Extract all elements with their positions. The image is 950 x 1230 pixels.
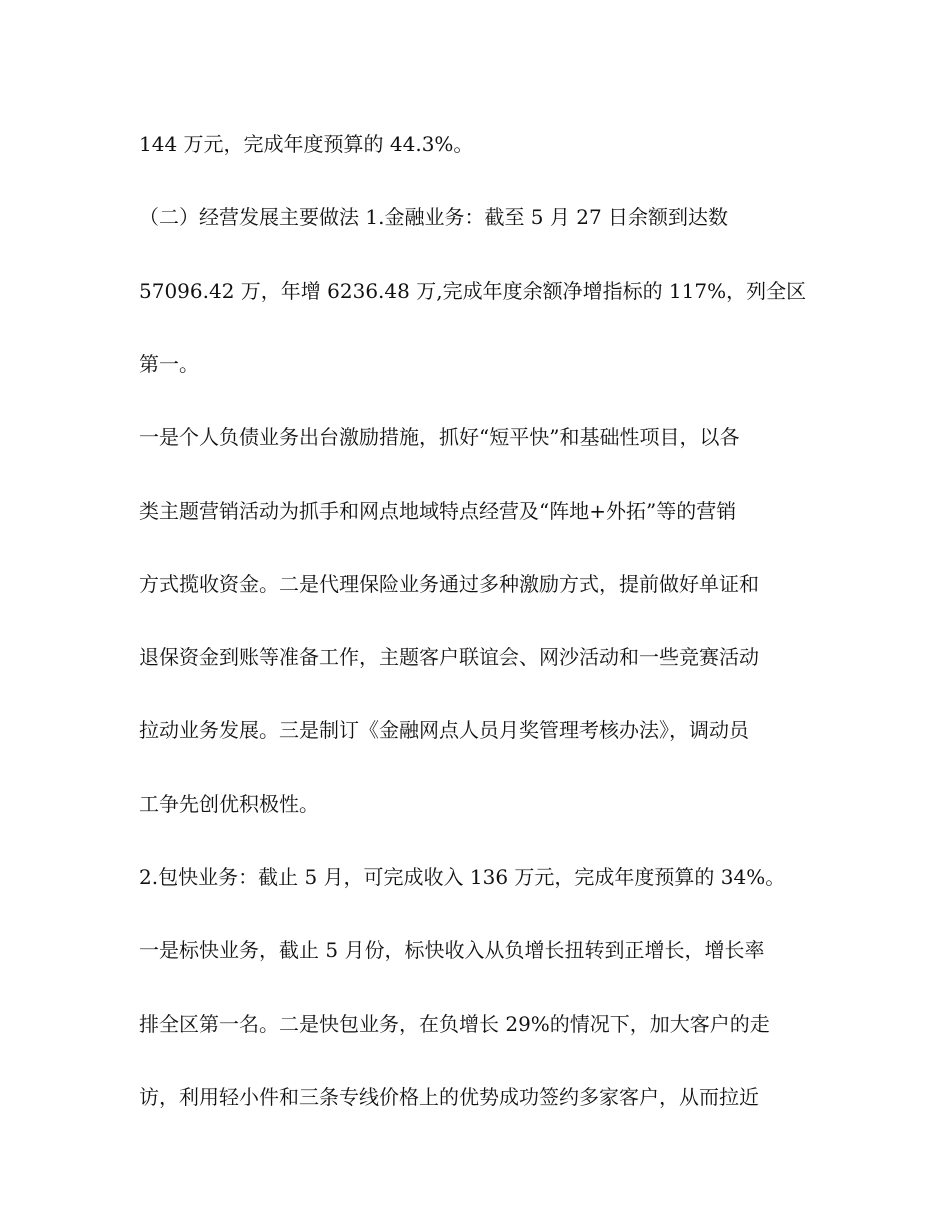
text-line: 访，利用轻小件和三条专线价格上的优势成功签约多家客户，从而拉近 xyxy=(139,1085,759,1109)
text-line: 排全区第一名。二是快包业务，在负增长 29%的情况下，加大客户的走 xyxy=(139,1012,770,1036)
text-line: 一是标快业务，截止 5 月份，标快收入从负增长扭转到正增长，增长率 xyxy=(139,938,765,962)
text-line: 144 万元，完成年度预算的 44.3%。 xyxy=(139,132,474,156)
text-line: 方式揽收资金。二是代理保险业务通过多种激励方式，提前做好单证和 xyxy=(139,572,759,596)
text-line: 一是个人负债业务出台激励措施，抓好“短平快”和基础性项目，以各 xyxy=(139,425,740,449)
text-line: 类主题营销活动为抓手和网点地域特点经营及“阵地+外拓”等的营销 xyxy=(139,499,737,523)
text-line: 2.包快业务：截止 5 月，可完成收入 136 万元，完成年度预算的 34%。 xyxy=(139,865,786,889)
text-line: 退保资金到账等准备工作，主题客户联谊会、网沙活动和一些竞赛活动 xyxy=(139,645,759,669)
text-line: 工争先创优积极性。 xyxy=(139,792,319,816)
text-line: 第一。 xyxy=(139,352,199,376)
text-line: （二）经营发展主要做法 1.金融业务：截至 5 月 27 日余额到达数 xyxy=(139,205,729,229)
text-line: 57096.42 万，年增 6236.48 万,完成年度余额净增指标的 117%，列全区 xyxy=(139,279,807,303)
text-line: 拉动业务发展。三是制订《金融网点人员月奖管理考核办法》，调动员 xyxy=(139,718,749,742)
